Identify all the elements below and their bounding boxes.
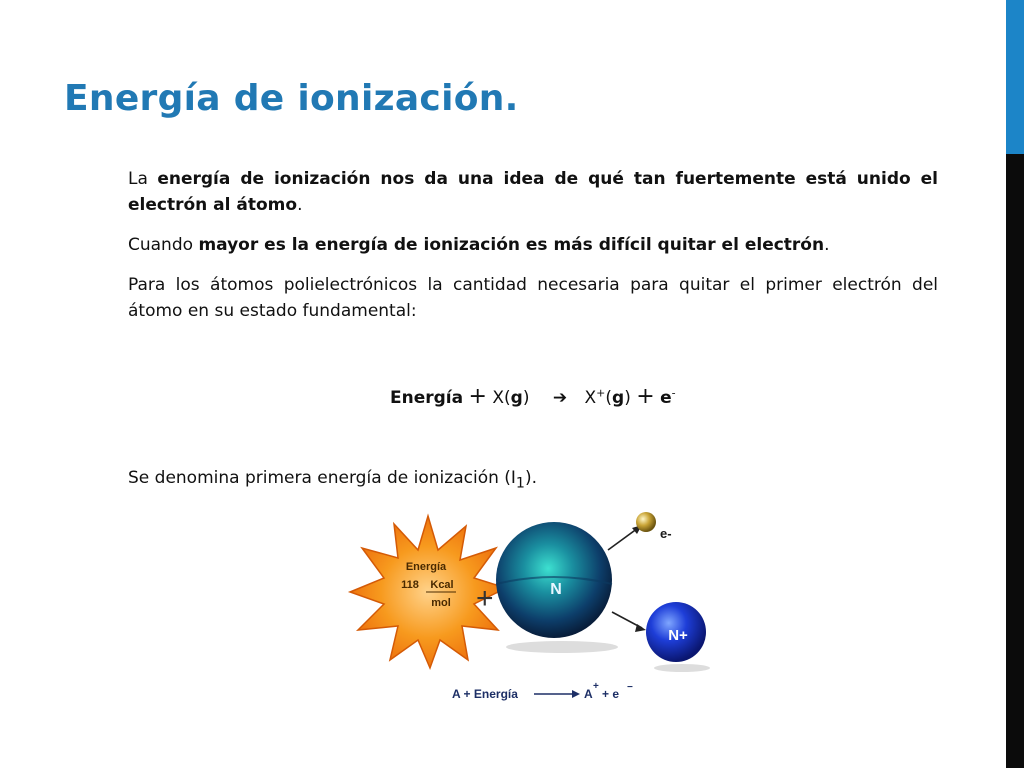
fig-bottom-end: + e — [602, 687, 620, 701]
p2-text-b: . — [824, 235, 830, 255]
p1-text-a: La — [128, 169, 158, 189]
eq-paren-open: ( — [605, 388, 613, 408]
eq-g: g — [510, 388, 523, 408]
eq-paren-close: ) — [624, 388, 631, 408]
eq-plus: + — [468, 384, 487, 409]
ionization-figure — [346, 508, 726, 708]
footer-text — [128, 468, 537, 491]
slide-body — [128, 166, 938, 338]
fig-energy-label: Energía — [405, 561, 447, 573]
page-title: Energía de ionización. — [64, 78, 519, 119]
eq-plus2: + — [636, 384, 655, 409]
fig-bottom-plus-sup: + — [593, 681, 599, 692]
fig-plus: + — [476, 582, 494, 615]
paragraph-3: Para los átomos polielectrónicos la cantidad necesaria para quitar el primer electrón del átomo en su estado fundamental: — [128, 275, 938, 321]
p2-text-a: Cuando — [128, 235, 199, 255]
ionization-equation — [390, 384, 676, 409]
fig-ion-label: N+ — [668, 627, 688, 644]
accent-bar — [1006, 0, 1024, 154]
footer-end: ). — [524, 468, 537, 488]
paragraph-1 — [128, 166, 938, 218]
fig-energy-value: 118 — [401, 579, 419, 591]
eq-paren: ) — [522, 388, 530, 408]
p1-text-b: . — [297, 195, 303, 215]
eq-minus-sup: - — [671, 386, 676, 400]
fig-energy-unit-den: mol — [431, 597, 451, 609]
eq-energy: Energía — [390, 388, 464, 408]
footer-sub: 1 — [515, 475, 525, 492]
p2-bold: mayor es la energía de ionización es más difícil quitar el electrón — [198, 235, 825, 255]
eq-g2: g — [612, 388, 625, 408]
dark-bar — [1006, 154, 1024, 768]
fig-bottom-equation — [452, 681, 633, 701]
fig-electron-label: e- — [660, 526, 672, 541]
eq-x-ion: X — [584, 388, 597, 408]
fig-bottom-minus: − — [627, 682, 633, 693]
atom-icon — [496, 522, 618, 653]
eq-electron: e — [660, 388, 672, 408]
p1-bold: energía de ionización nos da una idea de qué tan fuertemente está unido el electrón al átomo — [128, 169, 938, 215]
paragraph-2 — [128, 232, 938, 258]
eq-plus-sup: + — [596, 386, 606, 400]
electron-icon — [636, 512, 672, 541]
fig-energy-unit-num: Kcal — [430, 579, 454, 591]
ion-icon — [646, 602, 710, 672]
eq-x: X( — [492, 388, 511, 408]
fig-atom-label: N — [550, 581, 562, 598]
arrow-right-icon: ➔ — [552, 388, 568, 408]
fig-bottom-a: A + Energía — [452, 687, 518, 701]
fig-bottom-result: A — [584, 687, 593, 701]
footer-main: Se denomina primera energía de ionización (I — [128, 468, 516, 488]
